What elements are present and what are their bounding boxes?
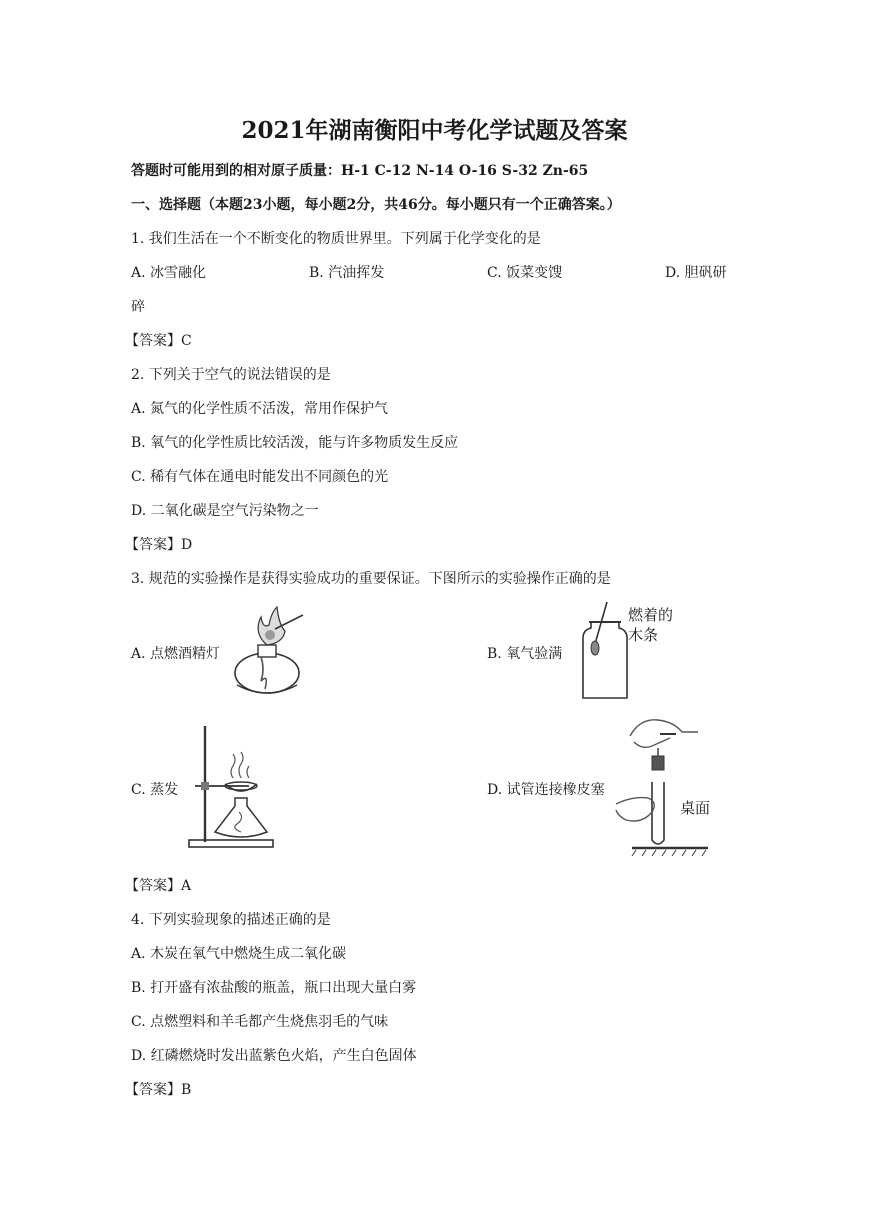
alcohol-lamp-figure [225,603,305,698]
q2-option-b: B. 氧气的化学性质比较活泼，能与许多物质发生反应 [131,435,459,451]
q3-option-d: D. 试管连接橡皮塞 [487,782,605,798]
burning-stick-label-1: 燃着的 [628,606,674,624]
q3-option-a: A. 点燃酒精灯 [131,646,221,662]
q4-option-c: C. 点燃塑料和羊毛都产生烧焦羽毛的气味 [131,1014,389,1030]
evaporation-figure [185,722,277,852]
q1-option-continuation: 碎 [131,299,145,315]
question-2-stem: 2. 下列关于空气的说法错误的是 [131,367,331,383]
q3-option-b: B. 氧气验满 [487,646,563,662]
atomic-mass-note: 答题时可能用到的相对原子质量：H-1 C-12 N-14 O-16 S-32 Zn-65 [131,163,589,179]
question-3-stem: 3. 规范的实验操作是获得实验成功的重要保证。下图所示的实验操作正确的是 [131,571,611,587]
test-tube-stopper-figure [612,712,712,857]
page-title: 2021年湖南衡阳中考化学试题及答案 [241,117,628,144]
q1-option-b: B. 汽油挥发 [309,265,385,281]
burning-stick-label-2: 木条 [628,626,659,644]
q1-option-c: C. 饭菜变馊 [487,265,563,281]
section-heading: 一、选择题（本题23小题，每小题2分，共46分。每小题只有一个正确答案。） [131,197,621,213]
q2-option-d: D. 二氧化碳是空气污染物之一 [131,503,319,519]
question-4-stem: 4. 下列实验现象的描述正确的是 [131,912,331,928]
q2-option-c: C. 稀有气体在通电时能发出不同颜色的光 [131,469,389,485]
question-1-stem: 1. 我们生活在一个不断变化的物质世界里。下列属于化学变化的是 [131,231,541,247]
q4-option-a: A. 木炭在氧气中燃烧生成二氧化碳 [131,946,347,962]
q2-option-a: A. 氮气的化学性质不活泼，常用作保护气 [131,401,389,417]
q1-answer: 【答案】C [125,333,192,349]
q3-answer: 【答案】A [125,878,192,894]
desk-label: 桌面 [680,799,711,817]
q4-option-b: B. 打开盛有浓盐酸的瓶盖，瓶口出现大量白雾 [131,980,417,996]
q1-option-a: A. 冰雪融化 [131,265,207,281]
q2-answer: 【答案】D [125,537,193,553]
q4-answer: 【答案】B [125,1082,192,1098]
q1-option-d: D. 胆矾研 [665,265,727,281]
q3-option-c: C. 蒸发 [131,782,179,798]
oxygen-test-figure [575,600,635,700]
q4-option-d: D. 红磷燃烧时发出蓝紫色火焰，产生白色固体 [131,1048,417,1064]
